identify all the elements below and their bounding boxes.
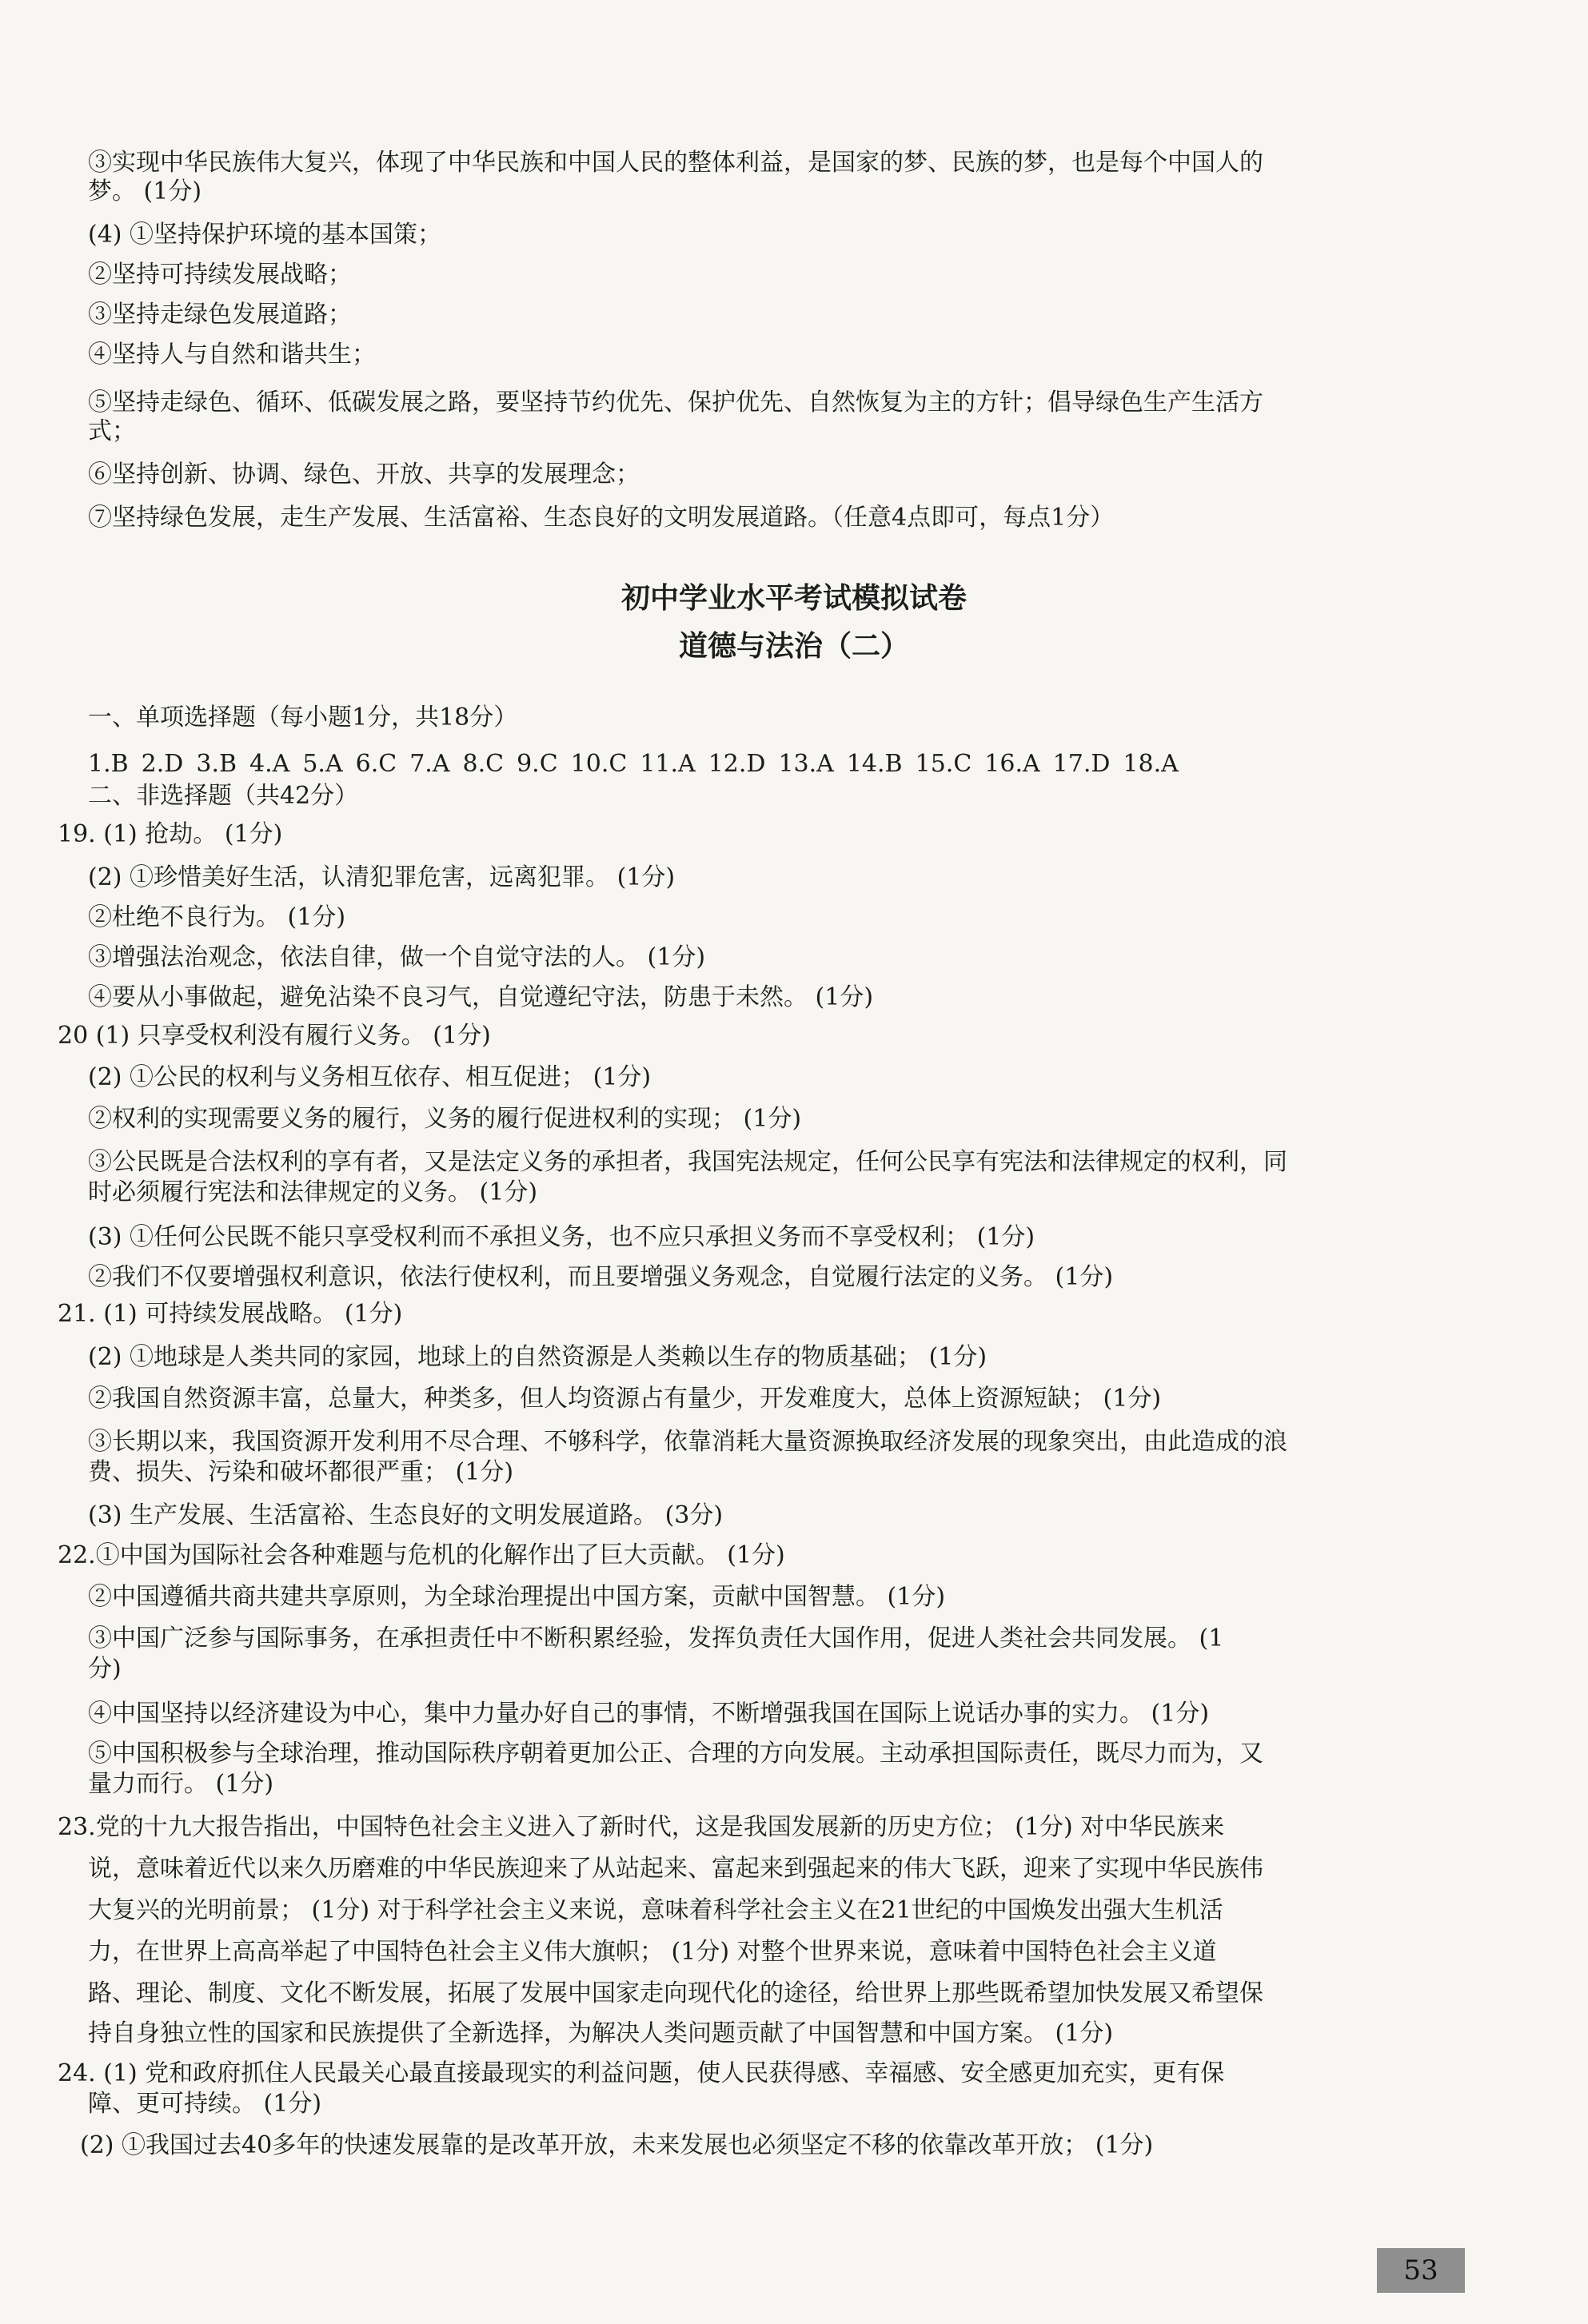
text-line: ③公民既是合法权利的享有者，又是法定义务的承担者，我国宪法规定，任何公民享有宪法和法律规定的权利，同 [88,1148,1287,1176]
text-line: (3) 生产发展、生活富裕、生态良好的文明发展道路。 (3分) [88,1501,724,1529]
text-line: ③坚持走绿色发展道路； [88,301,352,329]
choice-answer: 3.B [196,750,237,778]
text-line: ④中国坚持以经济建设为中心，集中力量办好自己的事情，不断增强我国在国际上说话办事的实力。 (1分) [88,1700,1210,1728]
text-line: ②我们不仅要增强权利意识，依法行使权利，而且要增强义务观念，自觉履行法定的义务。 (1分) [88,1263,1114,1291]
text-line: 梦。 (1分) [88,177,202,205]
text-line: ④坚持人与自然和谐共生； [88,341,376,369]
text-line: ⑤中国积极参与全球治理，推动国际秩序朝着更加公正、合理的方向发展。主动承担国际责任，既尽力而为，又 [88,1740,1263,1768]
text-line: 20 (1) 只享受权利没有履行义务。 (1分) [58,1022,491,1050]
text-line: (2) ①珍惜美好生活，认清犯罪危害，远离犯罪。 (1分) [88,863,676,891]
text-line: 持自身独立性的国家和民族提供了全新选择，为解决人类问题贡献了中国智慧和中国方案。 (1分) [88,2019,1114,2047]
section-heading: 二、非选择题（共42分） [88,782,359,810]
exam-title: 初中学业水平考试模拟试卷 [620,581,967,615]
text-line: ②中国遵循共商共建共享原则，为全球治理提出中国方案，贡献中国智慧。 (1分) [88,1583,946,1611]
exam-subtitle: 道德与法治（二） [678,629,909,663]
text-line: (2) ①地球是人类共同的家园，地球上的自然资源是人类赖以生存的物质基础； (1分) [88,1343,988,1371]
text-line: ⑥坚持创新、协调、绿色、开放、共享的发展理念； [88,460,640,488]
text-line: ②坚持可持续发展战略； [88,261,352,289]
text-line: ③长期以来，我国资源开发利用不尽合理、不够科学，依靠消耗大量资源换取经济发展的现象突出，由此造成的浪 [88,1428,1287,1456]
text-line: (3) ①任何公民既不能只享受权利而不承担义务，也不应只承担义务而不享受权利； (1分) [88,1223,1035,1251]
text-line: 时必须履行宪法和法律规定的义务。 (1分) [88,1178,538,1206]
choice-answer: 16.A [984,750,1040,778]
choice-answer: 8.C [462,750,505,778]
text-line: 分) [88,1655,122,1683]
text-line: (2) ①公民的权利与义务相互依存、相互促进； (1分) [88,1063,652,1091]
choice-answer: 11.A [640,750,696,778]
text-line: ⑤坚持走绿色、循环、低碳发展之路，要坚持节约优先、保护优先、自然恢复为主的方针；倡导绿色生产生活方 [88,389,1263,417]
text-line: ②权利的实现需要义务的履行，义务的履行促进权利的实现； (1分) [88,1105,802,1133]
choice-answer: 1.B [88,750,129,778]
text-line: 23.党的十九大报告指出，中国特色社会主义进入了新时代，这是我国发展新的历史方位； (1分) 对中华民族来 [58,1813,1225,1841]
choice-answer: 6.C [355,750,397,778]
text-line: 量力而行。 (1分) [88,1770,274,1798]
choice-answer: 18.A [1123,750,1179,778]
text-line: 式； [88,417,136,445]
text-line: ④要从小事做起，避免沾染不良习气，自觉遵纪守法，防患于未然。 (1分) [88,983,874,1011]
choice-answer: 15.C [915,750,972,778]
choice-answer: 2.D [141,750,184,778]
text-line: 21. (1) 可持续发展战略。 (1分) [58,1300,403,1328]
choice-answer: 9.C [517,750,558,778]
choice-answers [88,750,1191,779]
text-line: 19. (1) 抢劫。 (1分) [58,820,283,848]
text-line: 力，在世界上高高举起了中国特色社会主义伟大旗帜； (1分) 对整个世界来说，意味着中国特色社会主义道 [88,1938,1217,1966]
text-line: 费、损失、污染和破坏都很严重； (1分) [88,1458,514,1486]
page-number: 53 [1377,2248,1465,2293]
choice-answer: 5.A [302,750,343,778]
choice-answer: 7.A [409,750,450,778]
text-line: 大复兴的光明前景； (1分) 对于科学社会主义来说，意味着科学社会主义在21世纪的中国焕发出强大生机活 [88,1896,1223,1924]
text-line: 22.①中国为国际社会各种难题与危机的化解作出了巨大贡献。 (1分) [58,1541,785,1569]
text-line: ③增强法治观念，依法自律，做一个自觉守法的人。 (1分) [88,943,706,971]
text-line: 24. (1) 党和政府抓住人民最关心最直接最现实的利益问题，使人民获得感、幸福感、安全感更加充实，更有保 [58,2059,1225,2087]
choice-answer: 12.D [708,750,766,778]
text-line: ⑦坚持绿色发展，走生产发展、生活富裕、生态良好的文明发展道路。（任意4点即可，每点1分） [88,504,1115,532]
choice-answer: 10.C [570,750,628,778]
text-line: ②杜绝不良行为。 (1分) [88,903,346,931]
text-line: 说，意味着近代以来久历磨难的中华民族迎来了从站起来、富起来到强起来的伟大飞跃，迎来了实现中华民族伟 [88,1855,1263,1883]
text-line: 障、更可持续。 (1分) [88,2090,322,2118]
choice-answer: 4.A [249,750,290,778]
text-line: (4) ①坚持保护环境的基本国策； [88,221,442,249]
text-line: ②我国自然资源丰富，总量大，种类多，但人均资源占有量少，开发难度大，总体上资源短缺； (1分) [88,1385,1162,1413]
choice-answer: 17.D [1052,750,1111,778]
text-line: 路、理论、制度、文化不断发展，拓展了发展中国家走向现代化的途径，给世界上那些既希望加快发展又希望保 [88,1979,1263,2007]
choice-answer: 14.B [846,750,903,778]
text-line: (2) ①我国过去40多年的快速发展靠的是改革开放，未来发展也必须坚定不移的依靠改革开放； (1分) [80,2131,1154,2159]
choice-answer: 13.A [778,750,834,778]
text-line: ③中国广泛参与国际事务，在承担责任中不断积累经验，发挥负责任大国作用，促进人类社会共同发展。 (1 [88,1624,1224,1652]
text-line: ③实现中华民族伟大复兴，体现了中华民族和中国人民的整体利益，是国家的梦、民族的梦，也是每个中国人的 [88,149,1263,177]
section-heading: 一、单项选择题（每小题1分，共18分） [88,704,518,731]
